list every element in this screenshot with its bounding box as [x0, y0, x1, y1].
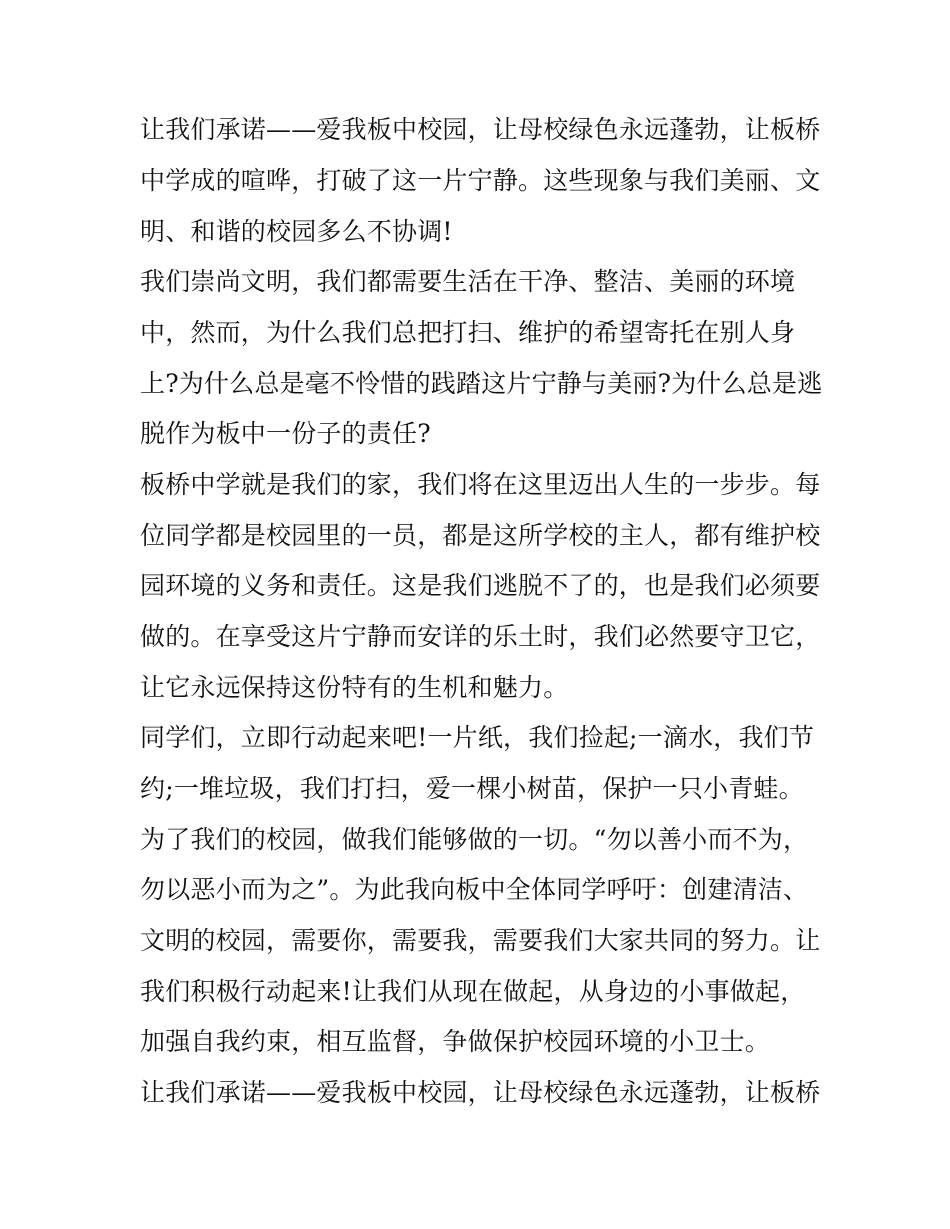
text-line: 明、和谐的校园多么不协调!	[140, 217, 453, 246]
text-line: 约;一堆垃圾，我们打扫，爱一棵小树苗，保护一只小青蛙。	[140, 774, 804, 803]
text-line: 让它永远保持这份特有的生机和魅力。	[140, 673, 569, 702]
text-line: 做的。在享受这片宁静而安详的乐土时，我们必然要守卫它，	[140, 622, 821, 651]
text-line: 脱作为板中一份子的责任?	[140, 419, 431, 448]
text-line: 园环境的义务和责任。这是我们逃脱不了的，也是我们必须要	[140, 571, 821, 600]
text-line: 我们崇尚文明，我们都需要生活在干净、整洁、美丽的环境	[140, 267, 796, 296]
text-line: 勿以恶小而为之”。为此我向板中全体同学呼吁：创建清洁、	[140, 875, 809, 904]
text-line: 让我们承诺——爱我板中校园，让母校绿色永远蓬勃，让板桥	[140, 1078, 821, 1107]
text-line: 加强自我约束，相互监督，争做保护校园环境的小卫士。	[140, 1027, 771, 1056]
text-line: 上?为什么总是毫不怜惜的践踏这片宁静与美丽?为什么总是逃	[140, 369, 823, 398]
text-line: 文明的校园，需要你，需要我，需要我们大家共同的努力。让	[140, 926, 821, 955]
text-line: 为了我们的校园，做我们能够做的一切。“勿以善小而不为，	[140, 825, 809, 854]
text-line: 中学成的喧哗，打破了这一片宁静。这些现象与我们美丽、文	[140, 166, 821, 195]
text-line: 中，然而，为什么我们总把打扫、维护的希望寄托在别人身	[140, 318, 796, 347]
text-line: 位同学都是校园里的一员，都是这所学校的主人，都有维护校	[140, 521, 821, 550]
text-line: 板桥中学就是我们的家，我们将在这里迈出人生的一步步。每	[140, 470, 821, 499]
text-line: 让我们承诺——爱我板中校园，让母校绿色永远蓬勃，让板桥	[140, 115, 821, 144]
text-line: 同学们，立即行动起来吧!一片纸，我们捡起;一滴水，我们节	[140, 723, 815, 752]
text-line: 我们积极行动起来!让我们从现在做起，从身边的小事做起，	[140, 977, 806, 1006]
